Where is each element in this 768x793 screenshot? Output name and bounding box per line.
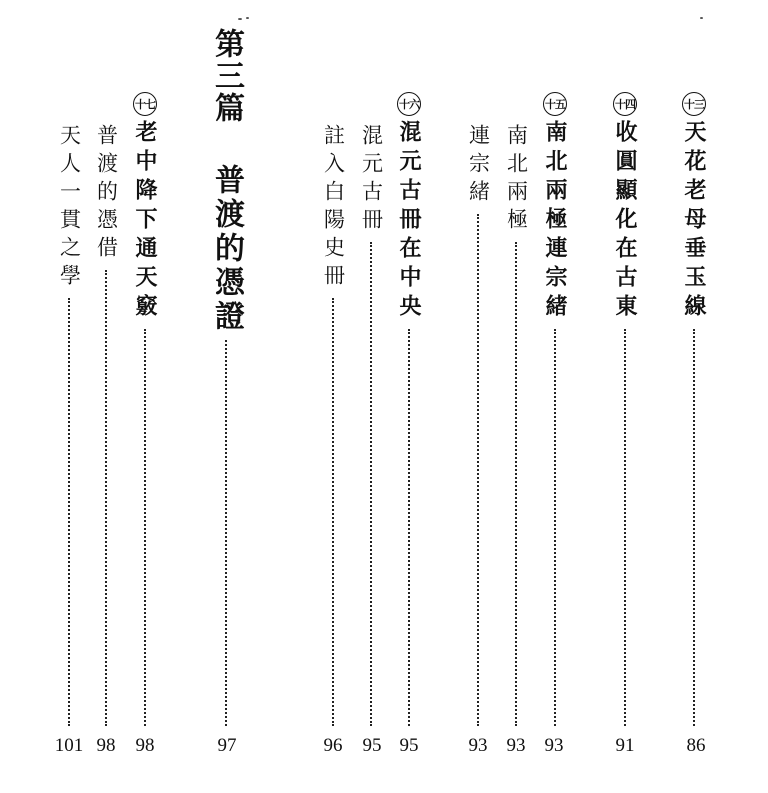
page-number: 97 (217, 735, 237, 756)
page-number: 91 (615, 735, 635, 756)
toc-subentry[interactable] (316, 124, 350, 732)
dot-leader (477, 214, 479, 726)
page-number: 101 (54, 735, 84, 756)
toc-entry-17[interactable] (128, 92, 162, 732)
page-number: 86 (686, 735, 706, 756)
chapter-number-badge: 十六 (397, 92, 421, 116)
toc-entry-title: 混元古冊在中央 (396, 120, 422, 323)
page-number: 93 (506, 735, 526, 756)
scan-speck (246, 17, 249, 19)
dot-leader (554, 329, 556, 726)
toc-subentry[interactable] (89, 124, 123, 732)
scan-speck (700, 17, 703, 19)
chapter-number-badge: 十五 (543, 92, 567, 116)
toc-entry-title: 連宗緒 (466, 124, 491, 208)
part-label: 第三篇 (209, 28, 244, 124)
toc-entry-title: 南北兩極 (504, 124, 529, 236)
toc-entry-title: 註入白陽史冊 (321, 124, 346, 292)
toc-entry-title: 天花老母垂玉線 (681, 120, 707, 323)
page-number: 98 (96, 735, 116, 756)
toc-entry-title: 老中降下通天竅 (132, 120, 158, 323)
page-number: 96 (323, 735, 343, 756)
toc-part-3[interactable] (200, 28, 252, 732)
toc-entry-title: 天人一貫之學 (57, 124, 82, 292)
toc-entry-14[interactable] (608, 92, 642, 732)
dot-leader (408, 329, 410, 726)
dot-leader (68, 298, 70, 726)
page-number: 93 (544, 735, 564, 756)
toc-subentry[interactable] (52, 124, 86, 732)
toc-entry-13[interactable] (677, 92, 711, 732)
chapter-number-badge: 十七 (133, 92, 157, 116)
page-number: 95 (362, 735, 382, 756)
toc-subentry[interactable] (499, 124, 533, 732)
dot-leader (144, 329, 146, 726)
toc-subentry[interactable] (354, 124, 388, 732)
dot-leader (332, 298, 334, 726)
part-title: 普渡的憑證 (209, 164, 244, 334)
toc-entry-title: 混元古冊 (359, 124, 384, 236)
toc-subentry[interactable] (461, 124, 495, 732)
dot-leader (515, 242, 517, 726)
page-number: 95 (399, 735, 419, 756)
page-number: 98 (135, 735, 155, 756)
toc-entry-15[interactable] (538, 92, 572, 732)
toc-entry-title: 普渡的憑借 (94, 124, 119, 264)
chapter-number-badge: 十三 (682, 92, 706, 116)
dot-leader (105, 270, 107, 726)
scan-speck (238, 18, 242, 20)
page-number: 93 (468, 735, 488, 756)
chapter-number-badge: 十四 (613, 92, 637, 116)
toc-entry-title: 收圓顯化在古東 (612, 120, 638, 323)
dot-leader (370, 242, 372, 726)
dot-leader (693, 329, 695, 726)
toc-entry-16[interactable] (392, 92, 426, 732)
dot-leader (225, 340, 227, 726)
toc-entry-title: 南北兩極連宗緒 (542, 120, 568, 323)
dot-leader (624, 329, 626, 726)
